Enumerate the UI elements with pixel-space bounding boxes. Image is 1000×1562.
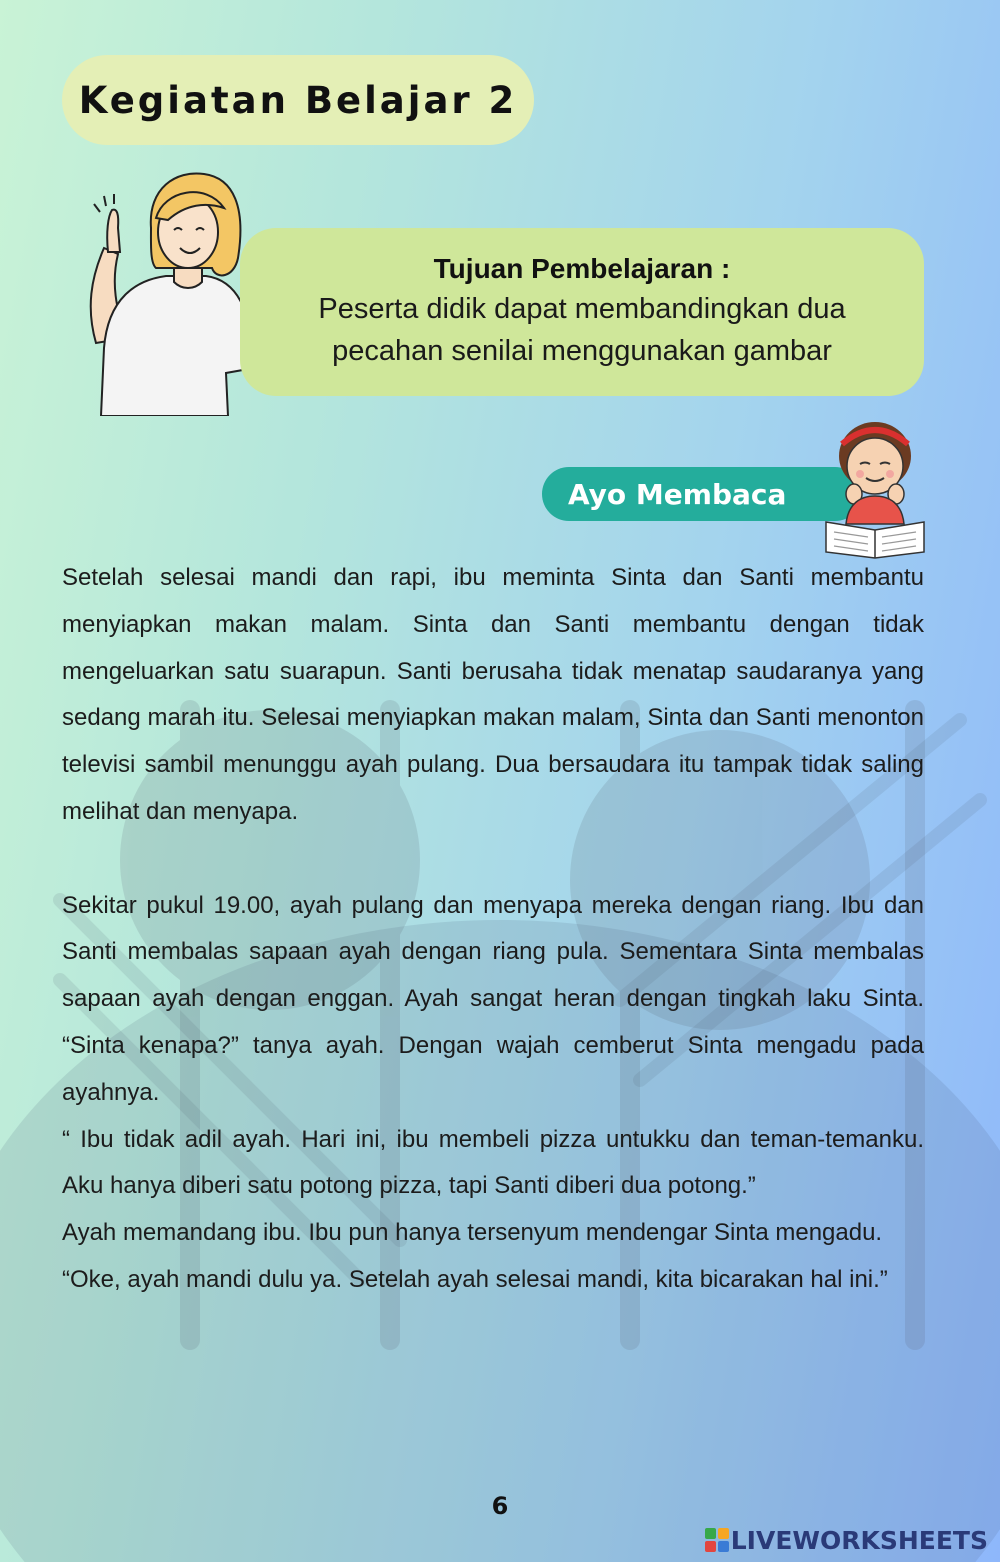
paragraph-spacer — [62, 836, 924, 883]
page-number: 6 — [491, 1492, 509, 1520]
story-paragraph-3: “ Ibu tidak adil ayah. Hari ini, ibu membeli pizza untukku dan teman-temanku. Aku hanya diberi satu potong pizza, tapi Santi diberi dua potong.” — [62, 1125, 924, 1200]
girl-reading-illustration — [820, 414, 930, 560]
reading-section-label — [542, 467, 862, 521]
objective-line-2: pecahan senilai menggunakan gambar — [332, 335, 832, 367]
person-pointing-illustration — [56, 168, 266, 416]
story-paragraph-5: “Oke, ayah mandi dulu ya. Setelah ayah selesai mandi, kita bicarakan hal ini.” — [62, 1265, 888, 1293]
reading-label-text: Ayo Membaca — [568, 477, 787, 511]
story-paragraph-4: Ayah memandang ibu. Ibu pun hanya tersenyum mendengar Sinta mengadu. — [62, 1219, 883, 1247]
title-banner — [62, 55, 534, 145]
objective-heading: Tujuan Pembelajaran : — [433, 253, 731, 284]
reading-passage — [62, 555, 924, 1304]
learning-objective-box — [240, 228, 924, 396]
liveworksheets-logo-icon — [705, 1528, 729, 1552]
page-title: Kegiatan Belajar 2 — [78, 78, 518, 122]
objective-line-1: Peserta didik dapat membandingkan dua — [318, 293, 846, 325]
liveworksheets-logo[interactable] — [705, 1524, 988, 1556]
story-paragraph-1: Setelah selesai mandi dan rapi, ibu meminta Sinta dan Santi membantu menyiapkan makan malam. Sinta dan Santi membantu dengan tidak mengeluarkan satu suarapun. Santi berusaha tidak menatap saudaranya yang sedang marah itu. Selesai menyiapkan makan malam, Sinta dan Santi menonton televisi sambil menunggu ayah pulang. Dua bersaudara itu tampak tidak saling melihat dan menyapa. — [62, 564, 924, 825]
liveworksheets-logo-text: LIVEWORKSHEETS — [730, 1525, 988, 1555]
story-paragraph-2: Sekitar pukul 19.00, ayah pulang dan menyapa mereka dengan riang. Ibu dan Santi membalas sapaan ayah dengan riang pula. Sementara Sinta membalas sapaan ayah dengan enggan. Ayah sangat heran dengan tingkah laku Sinta. “Sinta kenapa?” tanya ayah. Dengan wajah cemberut Sinta mengadu pada ayahnya. — [62, 891, 924, 1106]
